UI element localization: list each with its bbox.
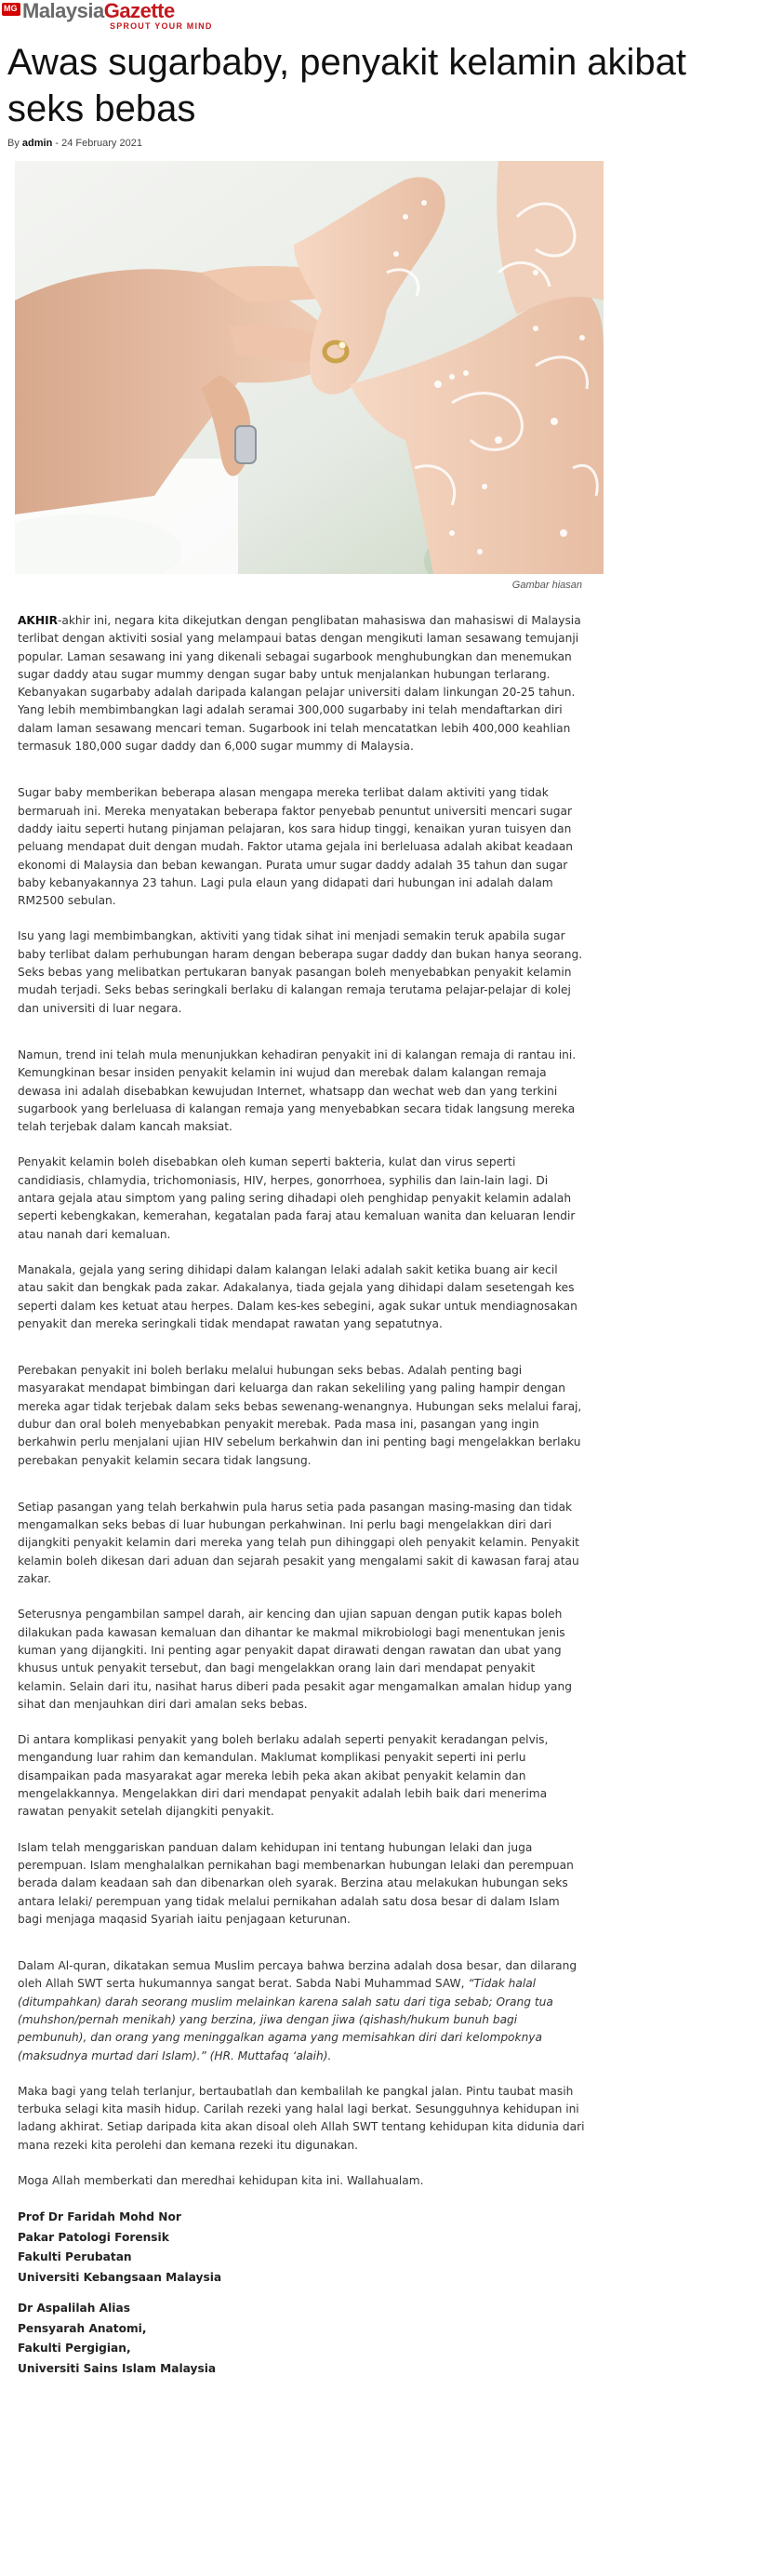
- logo-word-gazette: Gazette: [103, 0, 175, 22]
- paragraph-5: Penyakit kelamin boleh disebabkan oleh kuman seperti bakteria, kulat dan virus seperti candidiasis, chlamydia, trichomoniasis, HIV, herpes, gonorrhoea, syphilis dan lain-lain lagi. Di antara gejala atau simptom yang paling sering dihadapi oleh penghidap penyakit kelamin adalah seperti kebengkakan, kemerahan, kegatalan pada faraj atau kemaluan wanita dan keluaran lendir atau nanah dari kemaluan.: [18, 1155, 576, 1241]
- signature-1-name: Prof Dr Faridah Mohd Nor: [18, 2210, 181, 2224]
- paragraph-14: Moga Allah memberkati dan meredhai kehidupan kita ini. Wallahualam.: [18, 2174, 424, 2188]
- paragraph-10: Di antara komplikasi penyakit yang boleh berlaku adalah seperti penyakit keradangan pelvis, mengandung luar rahim dan kemandulan. Maklumat komplikasi penyakit seperti ini perlu disampaikan pada masyarakat agar mereka lebih peka akan akibat penyakit kelamin dan mengelakkannya. Mengelakkan diri dari mendapat penyakit adalah lebih baik dari menerima rawatan penyakit setelah dijangkiti penyakit.: [18, 1733, 549, 1819]
- paragraph-12-text: Dalam Al-quran, dikatakan semua Muslim percaya bahwa berzina adalah dosa besar, dan dilarang oleh Allah SWT serta hukumannya sangat berat. Sabda Nabi Muhammad SAW,: [18, 1959, 578, 1991]
- logo-badge: [2, 3, 20, 16]
- paragraph-1: [18, 612, 585, 755]
- signature-2-name: Dr Aspalilah Alias: [18, 2302, 130, 2316]
- article-body: [18, 612, 585, 2379]
- site-logo[interactable]: [0, 0, 232, 39]
- logo-badge-text: MG: [4, 4, 18, 13]
- logo-word-malaysia: Malaysia: [22, 0, 104, 22]
- paragraph-4: Namun, trend ini telah mula menunjukkan kehadiran penyakit ini di kalangan remaja di rantau ini. Kemungkinan besar insiden penyakit kelamin ini wujud dan merebak dalam kalangan remaja dewasa ini adalah disebabkan kewujudan Internet, whatsapp dan wechat web dan yang terkini sugarbook yang berleluasa di kalangan remaja yang menyebabkan secara tidak langsung mereka telah terjebak dalam kancah maksiat.: [18, 1048, 577, 1134]
- logo-tagline: SPROUT YOUR MIND: [110, 21, 213, 31]
- author-signature-1: [18, 2208, 585, 2288]
- hands-ring-illustration: [15, 161, 604, 574]
- signature-1-faculty: Fakulti Perubatan: [18, 2250, 132, 2264]
- byline-separator: -: [55, 138, 60, 149]
- paragraph-13: Maka bagi yang telah terlanjur, bertaubatlah dan kembalilah ke pangkal jalan. Pintu taubat masih terbuka selagi kita masih hidup. Carilah rezeki yang halal lagi berkat. Sesungguhnya kehidupan ini ladang akhirat. Setiap daripada kita akan disoal oleh Allah SWT tentang kehidupan kita didunia dari mana rezeki kita perolehi dan kemana rezeki itu digunakan.: [18, 2084, 585, 2152]
- author-signature-2: [18, 2299, 585, 2379]
- publish-date: 24 February 2021: [61, 138, 142, 149]
- paragraph-11: Islam telah menggariskan panduan dalam kehidupan ini tentang hubungan lelaki dan juga perempuan. Islam menghalalkan pernikahan bagi membenarkan hubungan lelaki dan perempuan berada dalam keadaan sah dan dibenarkan oleh syarak. Berzina atau melakukan hubungan seks antara lelaki/ perempuan yang tidak melalui pernikahan adalah satu dosa besar di dalam Islam bagi menjaga maqasid Syariah iaitu penjagaan keturunan.: [18, 1840, 574, 1926]
- lead-word: AKHIR: [18, 614, 58, 627]
- paragraph-6: Manakala, gejala yang sering dihidapi dalam kalangan lelaki adalah sakit ketika buang air kecil atau sakit dan bengkak pada zakar. Adakalanya, tiada gejala yang dihidapi dalam sesetengah kes seperti dalam kes ketuat atau herpes. Dalam kes-kes sebegini, agak sukar untuk mendiagnosakan penyakit dan mereka seringkali tidak mendapat rawatan yang sepatutnya.: [18, 1262, 578, 1330]
- signature-1-university: Universiti Kebangsaan Malaysia: [18, 2270, 222, 2284]
- byline: [7, 138, 142, 149]
- paragraph-8: Setiap pasangan yang telah berkahwin pula harus setia pada pasangan masing-masing dan tidak mengamalkan seks bebas di luar hubungan perkahwinan. Ini perlu bagi mengelakkan diri dari dijangkiti penyakit kelamin dari mereka yang telah pun dihinggapi oleh penyakit kelamin. Penyakit kelamin boleh dikesan dari aduan dan sejarah pesakit yang mengalami sakit di kawasan faraj atau zakar.: [18, 1500, 579, 1586]
- paragraph-2: Sugar baby memberikan beberapa alasan mengapa mereka terlibat dalam aktiviti yang tidak bermaruah ini. Mereka menyatakan beberapa faktor penyebab penuntut universiti mencari sugar daddy iaitu seperti hutang pinjaman pelajaran, kos sara hidup tinggi, kenaikan yuran tuisyen dan peluang mendapat duit dengan mudah. Faktor utama gejala ini berleluasa adalah akibat keadaan ekonomi di Malaysia dan beban kewangan. Purata umur sugar daddy adalah 35 tahun dan sugar baby kebanyakannya 23 tahun. Lagi pula elaun yang didapati dari hubungan ini adalah dalam RM2500 sebulan.: [18, 786, 574, 908]
- paragraph-3: Isu yang lagi membimbangkan, aktiviti yang tidak sihat ini menjadi semakin teruk apabila sugar baby terlibat dalam perhubungan haram dengan beberapa sugar daddy dan bukan hanya seorang. Seks bebas yang melibatkan pertukaran banyak pasangan boleh menyebabkan penyakit kelamin mudah terjadi. Seks bebas seringkali berlaku di kalangan remaja terutama pelajar-pelajar di kolej dan universiti di luar negara.: [18, 929, 583, 1015]
- signature-1-title: Pakar Patologi Forensik: [18, 2230, 169, 2244]
- paragraph-9: Seterusnya pengambilan sampel darah, air kencing dan ujian sapuan dengan putik kapas boleh dilakukan pada kawasan kemaluan dan dihantar ke makmal mikrobiologi bagi menentukan jenis kuman yang dijangkiti. Ini penting agar penyakit dapat dirawati dengan rawatan dan ubat yang khusus untuk penyakit tersebut, dan bagi mengelakkan orang lain dari mendapat penyakit kelamin. Selain dari itu, nasihat harus diberi pada pesakit agar mengamalkan amalan hidup yang sihat dan menjauhkan diri dari amalan seks bebas.: [18, 1608, 572, 1711]
- signature-2-university: Universiti Sains Islam Malaysia: [18, 2361, 217, 2375]
- author-link[interactable]: admin: [21, 138, 53, 149]
- image-caption: Gambar hiasan: [511, 580, 582, 591]
- byline-prefix: By: [7, 138, 20, 149]
- signature-2-title: Pensyarah Anatomi,: [18, 2321, 147, 2335]
- hadith-quote: “Tidak halal (ditumpahkan) darah seorang muslim melainkan karena salah satu dari tiga sebab; Orang tua (muhshon/pernah menikah) yang berzina, jiwa dengan jiwa (qishash/hukum bunuh bagi pembunuh), dan orang yang meninggalkan agama yang memisahkan diri dari kelompoknya (maksudnya murtad dari Islam).” (HR. Muttafaq ‘alaih).: [18, 1977, 553, 2062]
- paragraph-12: [18, 1957, 585, 2065]
- hero-image: [15, 161, 604, 574]
- logo-wordmark: [22, 0, 175, 23]
- signature-2-faculty: Fakulti Pergigian,: [18, 2342, 131, 2356]
- article-title: Awas sugarbaby, penyakit kelamin akibat seks bebas: [7, 42, 687, 129]
- paragraph-1-text: -akhir ini, negara kita dikejutkan dengan penglibatan mahasiswa dan mahasiswi di Malaysia terlibat dengan aktiviti sosial yang melampaui batas dengan mengikuti laman sesawang temujanji popular. Laman sesawang ini yang dikenali sebagai sugarbook menghubungkan dan menemukan sugar daddy atau sugar mummy dengan sugar baby untuk menjalankan hubungan terlarang. Kebanyakan sugarbaby adalah daripada kalangan pelajar universiti dalam linkungan 20-25 tahun. Yang lebih membimbangkan lagi adalah seramai 300,000 sugarbaby ini telah mendaftarkan diri dalam laman sesawang mencari teman. Sugarbook ini telah mencatatkan lebih 400,000 keahlian termasuk 180,000 sugar daddy dan 6,000 sugar mummy di Malaysia.: [18, 614, 581, 754]
- paragraph-7: Perebakan penyakit ini boleh berlaku melalui hubungan seks bebas. Adalah penting bagi masyarakat mendapat bimbingan dari keluarga dan rakan sekeliling yang paling hampir dengan mereka agar tidak terjebak dalam seks bebas sewenang-wenangnya. Hubungan seks melalui faraj, dubur dan oral boleh menyebabkan penyakit merebak. Pada masa ini, pasangan yang ingin berkahwin perlu menjalani ujian HIV sebelum berkahwin dan ini penting bagi mengelakkan berlaku perebakan penyakit kelamin secara tidak langsung.: [18, 1364, 582, 1467]
